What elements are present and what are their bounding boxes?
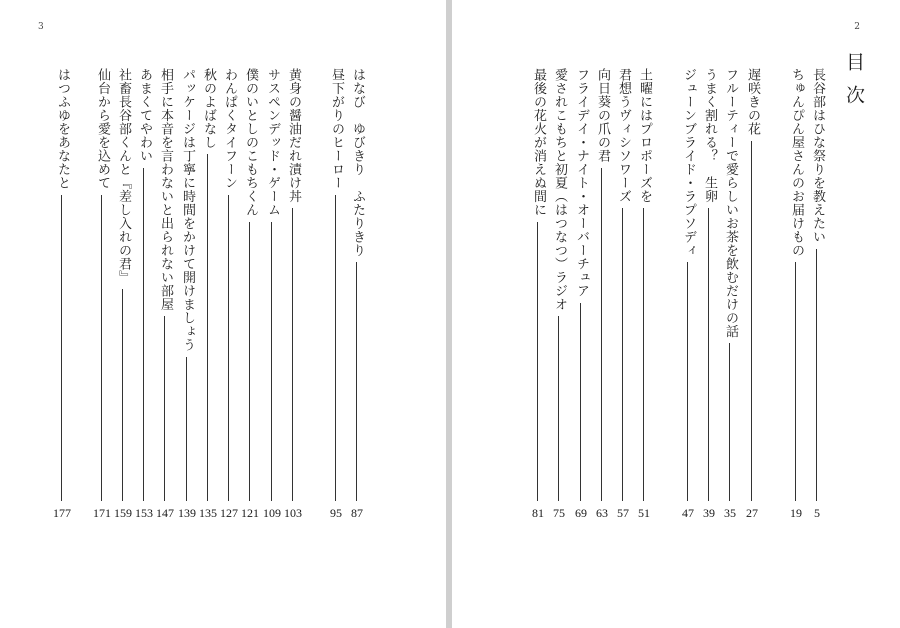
toc-entry[interactable] [549,68,569,520]
toc-entry[interactable] [347,68,367,520]
toc-entry-title: はつふゆをあなたと [55,68,70,190]
toc-entry-title: ちゅんぴん屋さんのお届けもの [789,68,804,257]
toc-leader-line [101,195,102,501]
toc-entry-title: 遅咲きの花 [745,68,760,136]
toc-entry-page: 19 [790,506,802,520]
toc-leader-line [816,249,817,501]
toc-entry-title: 社畜長谷部くんと『差し入れの君』 [116,68,131,284]
toc-leader-line [335,195,336,501]
toc-leader-line [356,262,357,501]
toc-entry-title: フライデイ・ナイト・オーバーチュア [574,68,589,298]
toc-entry[interactable] [283,68,303,520]
toc-entry[interactable] [678,68,698,520]
toc-entry[interactable] [786,68,806,520]
toc-entry-page: 69 [575,506,587,520]
toc-leader-line [61,195,62,501]
toc-entry[interactable] [326,68,346,520]
toc-leader-line [164,316,165,501]
toc-entry-page: 81 [532,506,544,520]
toc-entry-title: ジューンブライド・ラプソディ [681,68,696,257]
toc-entry-title: はなび ゆびきり ふたりきり [350,68,365,257]
toc-entry-title: 相手に本音を言わないと出られない部屋 [158,68,173,311]
toc-leader-line [122,289,123,501]
toc-entry-title: 僕のいとしのこもちくん [243,68,258,217]
toc-entry-page: 153 [135,506,153,520]
toc-entry-title: あまくてやわい [137,68,152,163]
toc-entry-page: 103 [284,506,302,520]
toc-leader-line [292,208,293,501]
toc-heading: 目次 [843,52,865,118]
toc-entry-page: 5 [814,506,820,520]
toc-entry-title: 仙台から愛を込めて [95,68,110,190]
toc-entry-page: 121 [241,506,259,520]
toc-entry-page: 63 [596,506,608,520]
toc-entry[interactable] [113,68,133,520]
toc-entry-title: 秋のよばなし [201,68,216,149]
toc-leader-line [580,303,581,501]
toc-entry-page: 87 [351,506,363,520]
toc-entry[interactable] [52,68,72,520]
toc-entry-page: 135 [199,506,217,520]
toc-entry-title: 愛されこもちと初夏（はつなつ）ラジオ [552,68,567,311]
toc-leader-line [186,357,187,501]
toc-entry-title: パッケージは丁寧に時間をかけて開けましょう [180,68,195,352]
toc-entry-title: 黄身の醤油だれ漬け丼 [286,68,301,203]
toc-entry[interactable] [219,68,239,520]
toc-leader-line [687,262,688,501]
toc-entry-page: 159 [114,506,132,520]
toc-entry[interactable] [699,68,719,520]
toc-entry[interactable] [92,68,112,520]
left-page [0,0,446,628]
toc-entry-title: 君想うヴィシソワーズ [616,68,631,203]
toc-entry-page: 57 [617,506,629,520]
toc-entry-page: 75 [553,506,565,520]
toc-leader-line [558,316,559,501]
left-page-number: 3 [38,22,44,32]
toc-entry-page: 27 [746,506,758,520]
toc-entry[interactable] [177,68,197,520]
toc-entry[interactable] [262,68,282,520]
toc-leader-line [228,195,229,501]
toc-entry[interactable] [240,68,260,520]
toc-entry-title: 長谷部はひな祭りを教えたい [810,68,825,244]
toc-leader-line [537,222,538,501]
toc-leader-line [795,262,796,501]
toc-entry-title: うまく割れる？ 生卵 [702,68,717,203]
toc-entry-page: 39 [703,506,715,520]
toc-entry-title: わんぱくタイフーン [222,68,237,190]
toc-entry-page: 177 [53,506,71,520]
toc-entry-page: 35 [724,506,736,520]
toc-entry-title: 向日葵の爪の君 [595,68,610,163]
toc-entry-page: 139 [178,506,196,520]
toc-entry-title: 昼下がりのヒーロー [329,68,344,190]
toc-leader-line [271,222,272,501]
toc-entry[interactable] [528,68,548,520]
right-page-number: 2 [854,22,860,32]
toc-entry-page: 171 [93,506,111,520]
toc-entry-title: 最後の花火が消えぬ間に [531,68,546,217]
toc-entry[interactable] [571,68,591,520]
toc-entry-page: 147 [156,506,174,520]
toc-entry[interactable] [198,68,218,520]
toc-leader-line [143,168,144,501]
toc-entry[interactable] [807,68,827,520]
toc-entry[interactable] [742,68,762,520]
toc-entry[interactable] [134,68,154,520]
toc-leader-line [729,343,730,501]
right-page [452,0,900,628]
toc-entry-page: 47 [682,506,694,520]
toc-entry[interactable] [592,68,612,520]
toc-leader-line [207,154,208,501]
toc-entry-page: 127 [220,506,238,520]
toc-entry[interactable] [634,68,654,520]
toc-entry-title: サスペンデッド・ゲーム [265,68,280,217]
toc-leader-line [751,141,752,501]
toc-entry-page: 51 [638,506,650,520]
toc-entry-title: フルーティーで愛らしいお茶を飲むだけの話 [723,68,738,338]
toc-leader-line [643,208,644,501]
toc-entry-title: 土曜にはプロポーズを [637,68,652,203]
toc-entry[interactable] [155,68,175,520]
toc-entry[interactable] [613,68,633,520]
toc-entry-page: 95 [330,506,342,520]
toc-leader-line [601,168,602,501]
toc-leader-line [249,222,250,501]
toc-leader-line [622,208,623,501]
toc-entry[interactable] [720,68,740,520]
toc-entry-page: 109 [263,506,281,520]
toc-leader-line [708,208,709,501]
